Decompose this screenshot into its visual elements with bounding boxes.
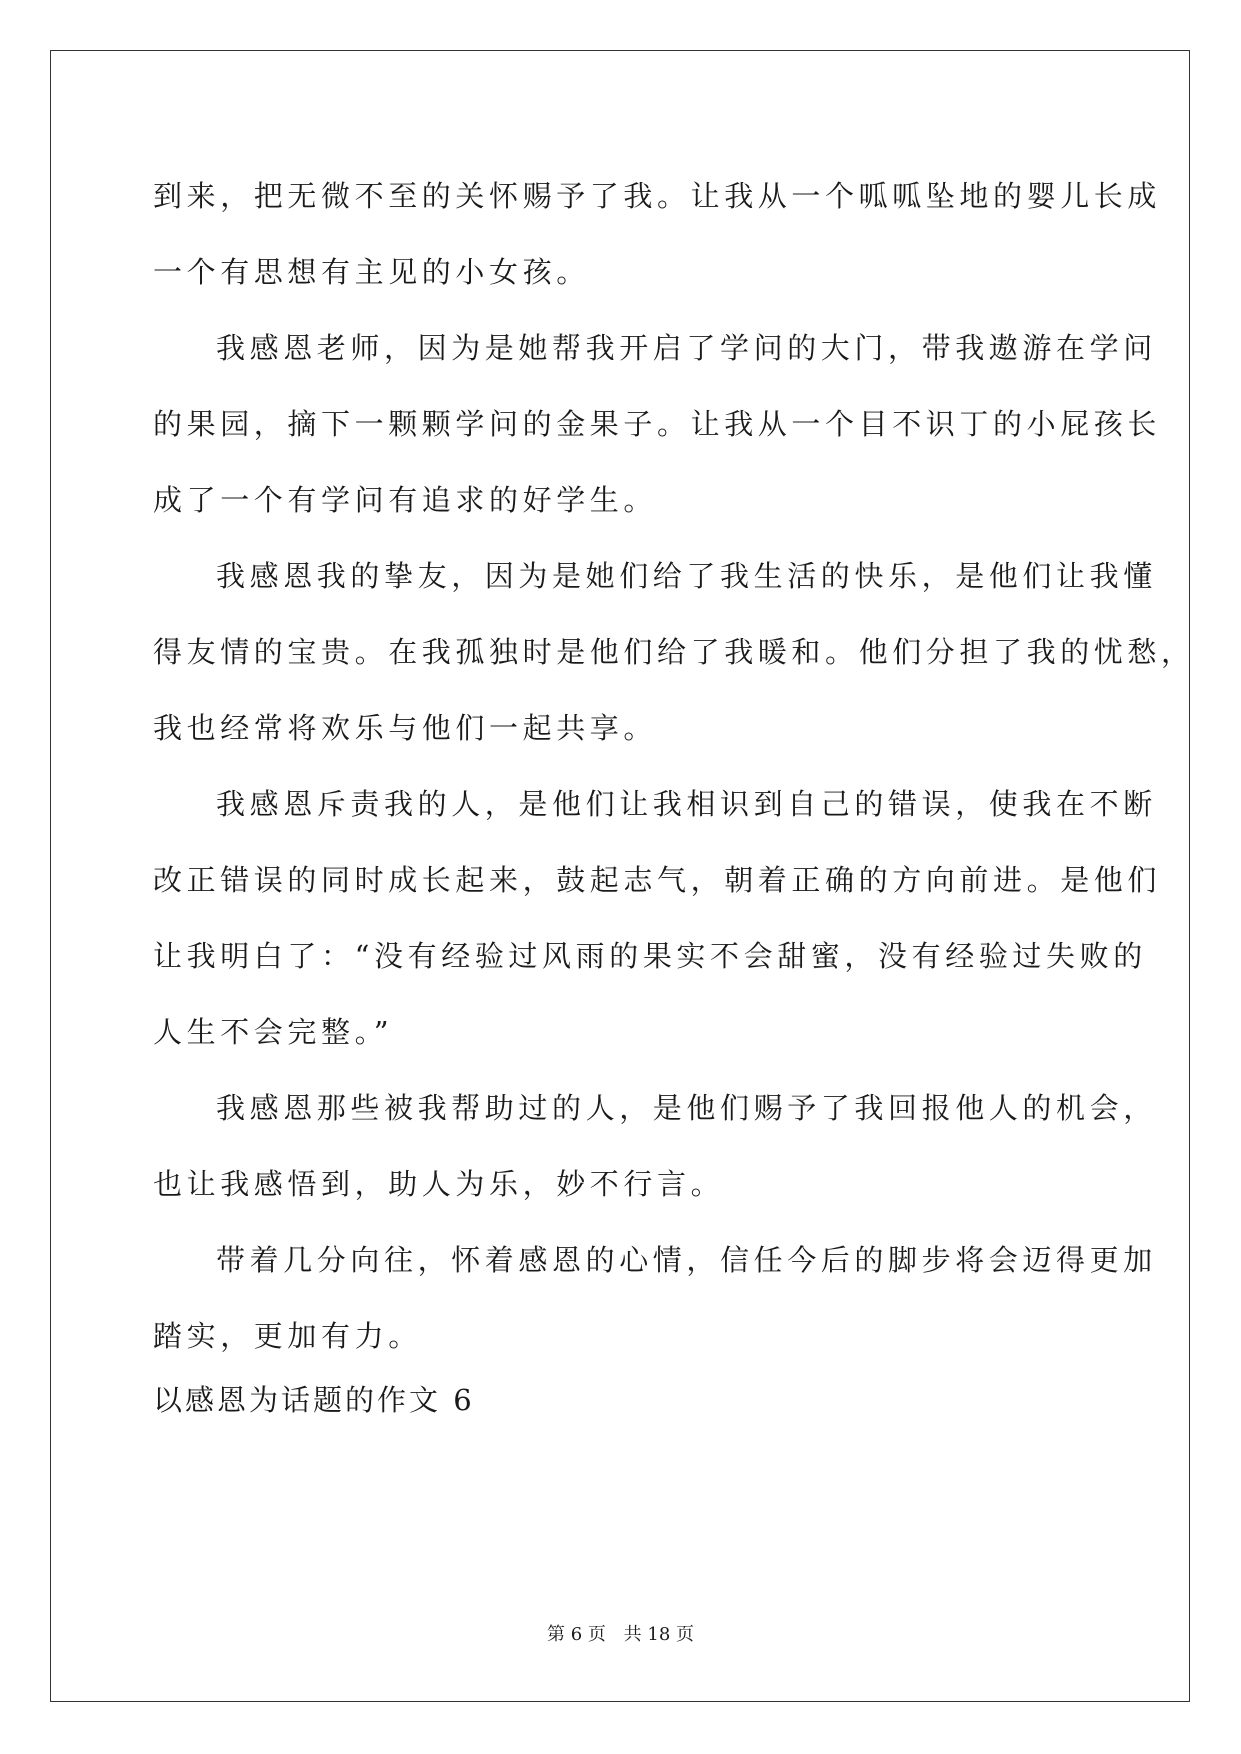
text-line: 一个有思想有主见的小女孩。	[153, 255, 590, 289]
text-line: 的果园，摘下一颗颗学问的金果子。让我从一个目不识丁的小屁孩长	[153, 407, 1162, 441]
document-body	[153, 158, 1195, 1430]
text-line: 改正错误的同时成长起来，鼓起志气，朝着正确的方向前进。是他们	[153, 863, 1162, 897]
paragraph-start: 我感恩斥责我的人，是他们让我相识到自己的错误，使我在不断	[216, 787, 1157, 821]
paragraph-start: 我感恩那些被我帮助过的人，是他们赐予了我回报他人的机会，	[216, 1091, 1157, 1125]
text-line: 到来，把无微不至的关怀赐予了我。让我从一个呱呱坠地的婴儿长成	[153, 179, 1162, 213]
page-number: 第 6 页	[547, 1624, 606, 1645]
text-line: 我也经常将欢乐与他们一起共享。	[153, 711, 658, 745]
text-line: 人生不会完整。”	[153, 1015, 394, 1049]
text-line: 让我明白了：“没有经验过风雨的果实不会甜蜜，没有经验过失败的	[153, 939, 1147, 973]
text-line: 也让我感悟到，助人为乐，妙不行言。	[153, 1167, 725, 1201]
section-heading: 以感恩为话题的作文 6	[153, 1383, 475, 1417]
paragraph-start: 带着几分向往，怀着感恩的心情，信任今后的脚步将会迈得更加	[216, 1243, 1157, 1277]
text-line: 成了一个有学问有追求的好学生。	[153, 483, 658, 517]
paragraph-start: 我感恩老师，因为是她帮我开启了学问的大门，带我遨游在学问	[216, 331, 1157, 365]
page-footer	[0, 1620, 1241, 1646]
text-line: 踏实，更加有力。	[153, 1319, 422, 1353]
page-total: 共 18 页	[623, 1624, 694, 1645]
paragraph-start: 我感恩我的挚友，因为是她们给了我生活的快乐，是他们让我懂	[216, 559, 1157, 593]
text-line: 得友情的宝贵。在我孤独时是他们给了我暖和。他们分担了我的忧愁，	[153, 635, 1195, 669]
